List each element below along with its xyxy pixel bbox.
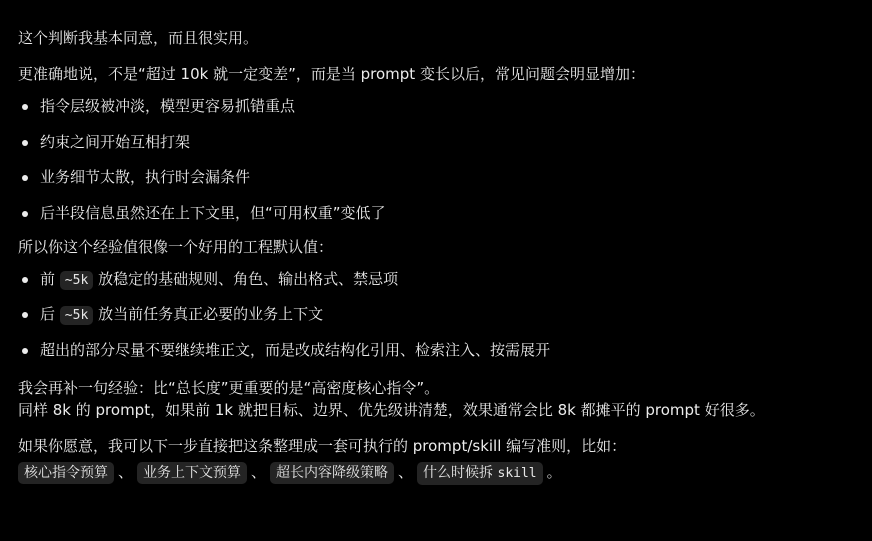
inline-code: ~5k: [60, 306, 93, 325]
item-prefix: 前: [40, 269, 56, 288]
extra-line-1: 我会再补一句经验：比“总长度”更重要的是“高密度核心指令”。: [18, 378, 440, 397]
list-item: 业务细节太散，执行时会漏条件: [18, 166, 863, 188]
list-item: 约束之间开始互相打架: [18, 131, 863, 153]
inline-code: ~5k: [60, 271, 93, 290]
separator: 、: [118, 462, 134, 481]
item-text: 放稳定的基础规则、角色、输出格式、禁忌项: [98, 269, 399, 288]
intro-paragraph: 这个判断我基本同意，而且很实用。: [18, 29, 259, 47]
chip-context-budget: 业务上下文预算: [137, 462, 247, 484]
list-item: [18, 303, 863, 325]
default-list: [18, 268, 863, 361]
problem-list: [18, 95, 863, 224]
topic-chips: [18, 461, 863, 485]
item-text: 放当前任务真正必要的业务上下文: [98, 305, 324, 323]
chip-code: skill: [497, 465, 537, 481]
item-prefix: 后: [40, 305, 56, 323]
offer-paragraph: 如果你愿意，我可以下一步直接把这条整理成一套可执行的 prompt/skill 编写准则，比如：: [18, 436, 627, 455]
default-heading: 所以你这个经验值很像一个好用的工程默认值：: [18, 237, 334, 256]
list-item: 超出的部分尽量不要继续堆正文，而是改成结构化引用、检索注入、按需展开: [18, 339, 863, 361]
list-item: 后半段信息虽然还在上下文里，但“可用权重”变低了: [18, 202, 863, 224]
chip-when-split-skill: [417, 462, 543, 485]
list-item: [18, 268, 863, 290]
separator: 、: [251, 462, 267, 481]
separator: 、: [398, 462, 414, 481]
chip-degrade-strategy: 超长内容降级策略: [270, 462, 394, 484]
end-mark: 。: [546, 462, 562, 481]
chip-text: 什么时候拆: [423, 464, 494, 481]
assistant-message: [18, 27, 863, 485]
list-item: 指令层级被冲淡，模型更容易抓错重点: [18, 95, 863, 117]
extra-line-2: 同样 8k 的 prompt，如果前 1k 就把目标、边界、优先级讲清楚，效果通常会比 8k 都摊平的 prompt 好很多。: [18, 400, 765, 419]
chip-core-budget: 核心指令预算: [18, 462, 114, 484]
refinement-paragraph: 更准确地说，不是“超过 10k 就一定变差”，而是当 prompt 变长以后，常见问题会明显增加：: [18, 65, 645, 83]
